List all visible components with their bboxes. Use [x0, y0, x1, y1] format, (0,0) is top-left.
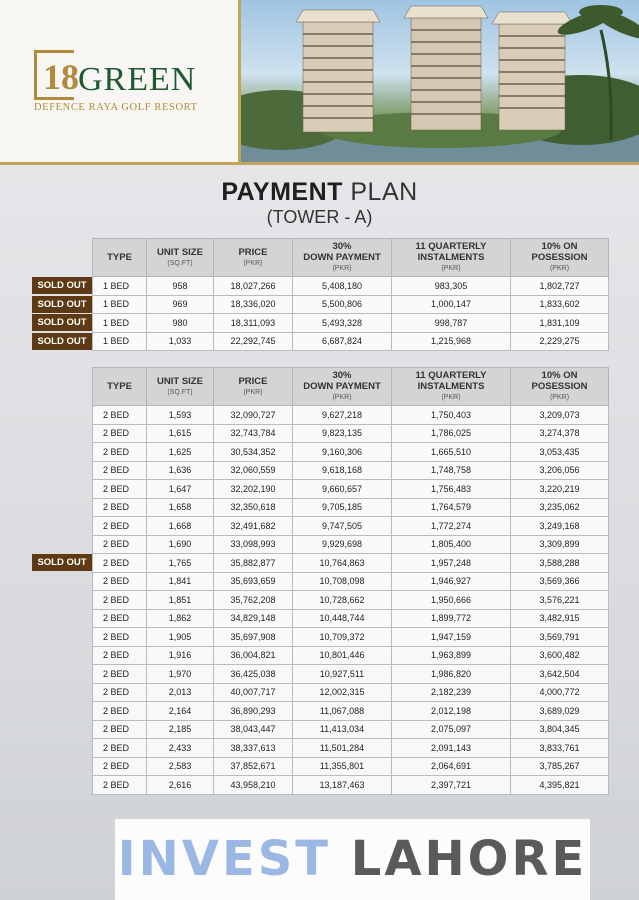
cell-type: 2 BED	[93, 702, 147, 721]
cell-price: 18,336,020	[214, 295, 293, 314]
table-row	[93, 572, 609, 591]
cell-unit-size: 1,636	[147, 461, 214, 480]
cell-unit-size: 1,593	[147, 406, 214, 425]
cell-price: 30,534,352	[214, 443, 293, 462]
cell-unit-size: 958	[147, 277, 214, 296]
cell-type: 2 BED	[93, 554, 147, 573]
cell-unit-size: 980	[147, 314, 214, 333]
cell-instalments: 1,947,159	[392, 628, 511, 647]
cell-price: 32,060,559	[214, 461, 293, 480]
sold-out-badge: SOLD OUT	[32, 333, 92, 350]
table-row	[93, 628, 609, 647]
page-title: PAYMENT PLAN	[221, 178, 418, 206]
table-row	[93, 554, 609, 573]
cell-price: 35,882,877	[214, 554, 293, 573]
brand-tagline: DEFENCE RAYA GOLF RESORT	[34, 102, 198, 113]
cell-possession: 3,588,288	[511, 554, 609, 573]
table-row	[93, 702, 609, 721]
cell-type: 2 BED	[93, 776, 147, 795]
cell-unit-size: 1,862	[147, 609, 214, 628]
cell-price: 36,004,821	[214, 646, 293, 665]
cell-price: 38,337,613	[214, 739, 293, 758]
cell-possession: 3,235,062	[511, 498, 609, 517]
cell-down-payment: 11,501,284	[293, 739, 392, 758]
cell-type: 2 BED	[93, 628, 147, 647]
cell-down-payment: 10,728,662	[293, 591, 392, 610]
table-row	[93, 517, 609, 536]
cell-possession: 3,642,504	[511, 665, 609, 684]
cell-type: 2 BED	[93, 720, 147, 739]
cell-type: 1 BED	[93, 332, 147, 351]
table-row	[93, 424, 609, 443]
cell-instalments: 1,805,400	[392, 535, 511, 554]
cell-type: 1 BED	[93, 277, 147, 296]
cell-instalments: 1,000,147	[392, 295, 511, 314]
cell-unit-size: 1,841	[147, 572, 214, 591]
cell-possession: 3,220,219	[511, 480, 609, 499]
cell-instalments: 1,750,403	[392, 406, 511, 425]
table-row	[93, 314, 609, 333]
cell-type: 2 BED	[93, 683, 147, 702]
cell-possession: 3,833,761	[511, 739, 609, 758]
cell-down-payment: 10,448,744	[293, 609, 392, 628]
cell-possession: 3,569,791	[511, 628, 609, 647]
cell-possession: 1,831,109	[511, 314, 609, 333]
cell-possession: 3,249,168	[511, 517, 609, 536]
cell-down-payment: 10,927,511	[293, 665, 392, 684]
cell-instalments: 2,064,691	[392, 757, 511, 776]
cell-type: 1 BED	[93, 314, 147, 333]
cell-unit-size: 1,668	[147, 517, 214, 536]
cell-price: 33,098,993	[214, 535, 293, 554]
cell-unit-size: 1,690	[147, 535, 214, 554]
cell-possession: 3,689,029	[511, 702, 609, 721]
table-row	[93, 646, 609, 665]
cell-price: 40,007,717	[214, 683, 293, 702]
cell-down-payment: 9,823,135	[293, 424, 392, 443]
cell-price: 32,202,190	[214, 480, 293, 499]
col-instalments: 11 QUARTERLY INSTALMENTS (PKR)	[392, 239, 511, 277]
table-row	[93, 406, 609, 425]
cell-unit-size: 1,851	[147, 591, 214, 610]
col-down-payment: 30% DOWN PAYMENT (PKR)	[293, 368, 392, 406]
tower-rendering-image	[238, 0, 639, 165]
cell-instalments: 1,950,666	[392, 591, 511, 610]
cell-instalments: 2,075,097	[392, 720, 511, 739]
cell-type: 2 BED	[93, 424, 147, 443]
cell-possession: 3,576,221	[511, 591, 609, 610]
col-down-payment: 30% DOWN PAYMENT (PKR)	[293, 239, 392, 277]
cell-type: 2 BED	[93, 591, 147, 610]
cell-possession: 3,804,345	[511, 720, 609, 739]
cell-unit-size: 2,616	[147, 776, 214, 795]
sold-out-badge: SOLD OUT	[32, 296, 92, 313]
cell-unit-size: 1,658	[147, 498, 214, 517]
table-row	[93, 332, 609, 351]
cell-instalments: 1,957,248	[392, 554, 511, 573]
cell-price: 32,491,682	[214, 517, 293, 536]
table-row	[93, 739, 609, 758]
payment-table-1-bed	[92, 238, 609, 351]
cell-possession: 3,274,378	[511, 424, 609, 443]
sold-out-badge: SOLD OUT	[32, 314, 92, 331]
col-unit-size: UNIT SIZE (SQ.FT)	[147, 239, 214, 277]
table-row	[93, 757, 609, 776]
cell-down-payment: 5,493,328	[293, 314, 392, 333]
cell-price: 32,090,727	[214, 406, 293, 425]
table-row	[93, 277, 609, 296]
cell-down-payment: 9,160,306	[293, 443, 392, 462]
header	[0, 0, 639, 165]
col-possession: 10% ON POSESSION (PKR)	[511, 239, 609, 277]
cell-down-payment: 6,687,824	[293, 332, 392, 351]
col-instalments: 11 QUARTERLY INSTALMENTS (PKR)	[392, 368, 511, 406]
cell-price: 36,890,293	[214, 702, 293, 721]
table-row	[93, 480, 609, 499]
cell-instalments: 2,091,143	[392, 739, 511, 758]
cell-price: 22,292,745	[214, 332, 293, 351]
cell-instalments: 1,748,758	[392, 461, 511, 480]
cell-unit-size: 2,164	[147, 702, 214, 721]
cell-unit-size: 1,033	[147, 332, 214, 351]
col-unit-size: UNIT SIZE (SQ.FT)	[147, 368, 214, 406]
table-row	[93, 683, 609, 702]
table-row	[93, 720, 609, 739]
logo	[0, 0, 238, 165]
table-row	[93, 591, 609, 610]
brand-name: GREEN	[78, 61, 197, 98]
cell-type: 2 BED	[93, 517, 147, 536]
cell-type: 2 BED	[93, 646, 147, 665]
cell-instalments: 1,215,968	[392, 332, 511, 351]
cell-down-payment: 9,660,657	[293, 480, 392, 499]
cell-price: 35,693,659	[214, 572, 293, 591]
table-row	[93, 665, 609, 684]
col-price: PRICE (PKR)	[214, 239, 293, 277]
table-row	[93, 443, 609, 462]
page-subtitle: (TOWER - A)	[266, 207, 373, 227]
col-possession: 10% ON POSESSION (PKR)	[511, 368, 609, 406]
cell-down-payment: 10,801,446	[293, 646, 392, 665]
sold-out-badge: SOLD OUT	[32, 554, 92, 571]
cell-unit-size: 1,916	[147, 646, 214, 665]
cell-instalments: 1,899,772	[392, 609, 511, 628]
cell-instalments: 1,963,899	[392, 646, 511, 665]
table-row	[93, 776, 609, 795]
cell-instalments: 2,397,721	[392, 776, 511, 795]
cell-type: 2 BED	[93, 609, 147, 628]
table-row	[93, 498, 609, 517]
cell-type: 2 BED	[93, 572, 147, 591]
cell-down-payment: 11,355,801	[293, 757, 392, 776]
cell-instalments: 1,665,510	[392, 443, 511, 462]
cell-down-payment: 11,067,088	[293, 702, 392, 721]
cell-possession: 4,395,821	[511, 776, 609, 795]
cell-price: 32,743,784	[214, 424, 293, 443]
cell-instalments: 2,012,198	[392, 702, 511, 721]
logo-mark: 18	[34, 50, 74, 100]
cell-unit-size: 1,970	[147, 665, 214, 684]
cell-possession: 3,309,899	[511, 535, 609, 554]
cell-type: 2 BED	[93, 757, 147, 776]
cell-possession: 3,785,267	[511, 757, 609, 776]
cell-type: 2 BED	[93, 443, 147, 462]
cell-type: 2 BED	[93, 498, 147, 517]
cell-down-payment: 9,929,698	[293, 535, 392, 554]
cell-unit-size: 1,765	[147, 554, 214, 573]
col-type: TYPE	[93, 368, 147, 406]
table-row	[93, 535, 609, 554]
cell-instalments: 998,787	[392, 314, 511, 333]
cell-instalments: 1,786,025	[392, 424, 511, 443]
cell-type: 2 BED	[93, 665, 147, 684]
cell-type: 2 BED	[93, 480, 147, 499]
cell-down-payment: 11,413,034	[293, 720, 392, 739]
cell-type: 2 BED	[93, 461, 147, 480]
cell-unit-size: 2,433	[147, 739, 214, 758]
cell-unit-size: 2,583	[147, 757, 214, 776]
cell-possession: 2,229,275	[511, 332, 609, 351]
table-row	[93, 461, 609, 480]
cell-instalments: 1,946,927	[392, 572, 511, 591]
cell-possession: 3,569,366	[511, 572, 609, 591]
cell-price: 43,958,210	[214, 776, 293, 795]
cell-type: 2 BED	[93, 535, 147, 554]
cell-type: 2 BED	[93, 739, 147, 758]
cell-down-payment: 9,705,185	[293, 498, 392, 517]
col-price: PRICE (PKR)	[214, 368, 293, 406]
cell-down-payment: 10,709,372	[293, 628, 392, 647]
cell-possession: 3,209,073	[511, 406, 609, 425]
cell-unit-size: 1,905	[147, 628, 214, 647]
cell-instalments: 1,772,274	[392, 517, 511, 536]
cell-price: 36,425,038	[214, 665, 293, 684]
cell-price: 32,350,618	[214, 498, 293, 517]
cell-instalments: 1,764,579	[392, 498, 511, 517]
cell-price: 18,027,266	[214, 277, 293, 296]
cell-down-payment: 9,747,505	[293, 517, 392, 536]
cell-unit-size: 1,647	[147, 480, 214, 499]
cell-price: 18,311,093	[214, 314, 293, 333]
cell-down-payment: 5,500,806	[293, 295, 392, 314]
cell-possession: 1,802,727	[511, 277, 609, 296]
cell-unit-size: 2,013	[147, 683, 214, 702]
cell-price: 38,043,447	[214, 720, 293, 739]
cell-possession: 3,482,915	[511, 609, 609, 628]
cell-price: 35,762,208	[214, 591, 293, 610]
cell-down-payment: 13,187,463	[293, 776, 392, 795]
cell-down-payment: 10,708,098	[293, 572, 392, 591]
gold-divider	[0, 162, 639, 165]
cell-possession: 3,600,482	[511, 646, 609, 665]
cell-unit-size: 1,615	[147, 424, 214, 443]
cell-down-payment: 9,618,168	[293, 461, 392, 480]
cell-possession: 1,833,602	[511, 295, 609, 314]
cell-instalments: 2,182,239	[392, 683, 511, 702]
cell-price: 37,852,671	[214, 757, 293, 776]
sold-out-badge: SOLD OUT	[32, 277, 92, 294]
invest-lahore-banner: INVEST LAHORE	[115, 819, 590, 900]
cell-down-payment: 10,764,863	[293, 554, 392, 573]
cell-type: 2 BED	[93, 406, 147, 425]
table-row	[93, 609, 609, 628]
cell-instalments: 1,756,483	[392, 480, 511, 499]
cell-type: 1 BED	[93, 295, 147, 314]
cell-possession: 3,053,435	[511, 443, 609, 462]
col-type: TYPE	[93, 239, 147, 277]
table-row	[93, 295, 609, 314]
cell-down-payment: 12,002,315	[293, 683, 392, 702]
cell-instalments: 1,986,820	[392, 665, 511, 684]
cell-unit-size: 2,185	[147, 720, 214, 739]
cell-down-payment: 9,627,218	[293, 406, 392, 425]
cell-unit-size: 969	[147, 295, 214, 314]
cell-price: 34,829,148	[214, 609, 293, 628]
cell-possession: 3,206,056	[511, 461, 609, 480]
cell-down-payment: 5,408,180	[293, 277, 392, 296]
cell-instalments: 983,305	[392, 277, 511, 296]
payment-table-2-bed	[92, 367, 609, 795]
cell-possession: 4,000,772	[511, 683, 609, 702]
cell-price: 35,697,908	[214, 628, 293, 647]
cell-unit-size: 1,625	[147, 443, 214, 462]
